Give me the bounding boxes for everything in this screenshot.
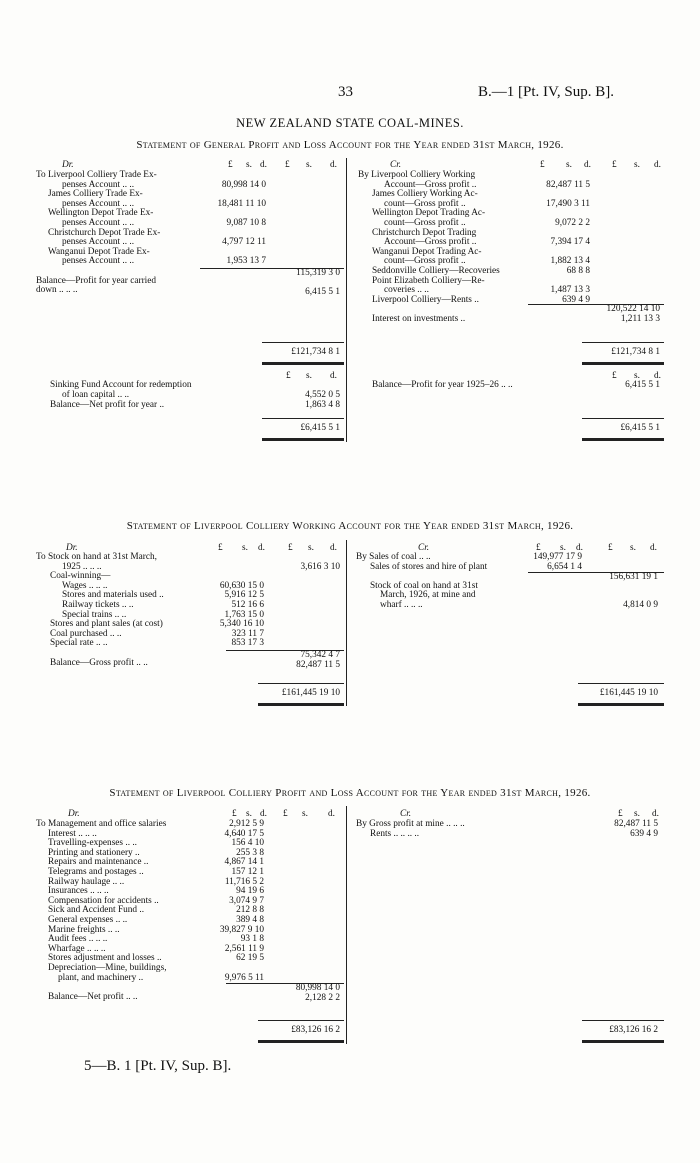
rule-line <box>582 342 664 343</box>
debit2-total: £6,415 5 1 <box>300 423 340 433</box>
credit-line: By Gross profit at mine .. .. .. <box>356 819 465 829</box>
page-footer: 5—B. 1 [Pt. IV, Sup. B]. <box>84 1058 232 1074</box>
credit-item: 68 8 8 <box>566 266 590 276</box>
debit-line: Stores and plant sales (at cost) <box>50 619 163 630</box>
s2-cr-d-head: d. <box>650 543 657 553</box>
debit-item: 9,976 5 11 <box>224 972 264 983</box>
debit-line: Compensation for accidents .. <box>48 895 159 906</box>
double-rule <box>582 438 664 441</box>
credit-line: Rents .. .. .. .. <box>370 828 420 839</box>
credit-line: count—Gross profit .. <box>384 256 466 267</box>
double-rule <box>258 1040 344 1043</box>
s1-cr-s-head: s. <box>566 160 572 170</box>
credit-line: wharf .. .. .. <box>380 600 423 610</box>
s3-cr-pound-head: £ <box>618 809 623 819</box>
debit-item: 5,340 16 10 <box>219 619 264 630</box>
debit-line: Interest .. .. .. <box>48 828 97 839</box>
debit-line: To Stock on hand at 31st March, <box>36 552 157 562</box>
debit2-line: Balance—Net profit for year .. <box>50 400 165 410</box>
debit-line: Wharfage .. .. .. <box>48 943 106 954</box>
credit-line: count—Gross profit .. <box>384 198 466 209</box>
double-rule <box>578 703 664 706</box>
rule-line <box>582 1020 664 1021</box>
debit-line: Insurances .. .. .. <box>48 886 109 897</box>
s3-dr-pound-head: £ <box>232 809 237 819</box>
debit-line: Stores adjustment and losses .. <box>48 953 162 964</box>
debit-item: 4,867 14 1 <box>224 857 264 868</box>
debit-line: Wages .. .. .. <box>62 580 108 591</box>
debit-item: 5,916 12 5 <box>224 590 264 601</box>
debit-line: penses Account .. .. <box>62 218 135 228</box>
cr-label: Cr. <box>390 160 402 170</box>
s3-dr-pound-head: £ <box>283 809 288 819</box>
debit-line: Marine freights .. .. <box>48 924 120 935</box>
s1-dr-s-head: s. <box>246 160 252 170</box>
debit-line: down .. .. .. <box>36 285 78 296</box>
debit-line: Travelling-expenses .. .. <box>48 838 137 849</box>
credit-line: coveries .. .. <box>384 285 429 296</box>
column-divider <box>346 806 347 1044</box>
s1b-cr-d-head: d. <box>654 371 661 381</box>
rule-line <box>262 418 344 419</box>
s1-dr-pound-head: £ <box>285 160 290 170</box>
debit-line: Coal-winning— <box>50 571 111 582</box>
debit-line: Coal purchased .. .. <box>50 628 122 639</box>
rule-line <box>582 418 664 419</box>
debit2-line: of loan capital .. .. <box>62 390 130 400</box>
credit-line: By Liverpool Colliery Working <box>358 170 476 180</box>
cr-label: Cr. <box>418 543 430 553</box>
credit-line: Christchurch Depot Trading <box>372 227 477 238</box>
credit-total: £161,445 19 10 <box>599 688 658 698</box>
debit-line: General expenses .. .. <box>48 915 128 925</box>
debit-item: 323 11 7 <box>231 628 264 639</box>
dr-label: Dr. <box>62 160 74 170</box>
debit-line: Printing and stationery .. <box>48 847 140 858</box>
debit-line: Railway tickets .. .. <box>62 600 134 610</box>
debit-line: To Management and office salaries <box>36 819 167 829</box>
s1-cr-d-head: d. <box>584 160 591 170</box>
rule-line <box>262 342 344 343</box>
page-number: 33 <box>338 84 353 100</box>
s2-dr-d-head: d. <box>258 543 265 553</box>
credit-line: Liverpool Colliery—Rents .. <box>372 294 479 305</box>
debit-item: 512 16 6 <box>231 600 264 610</box>
credit-stock: 4,814 0 9 <box>623 600 658 610</box>
credit-item: 17,490 3 11 <box>546 198 590 209</box>
s1-cr-s-head: s. <box>634 160 640 170</box>
debit-item: 4,640 17 5 <box>224 828 264 839</box>
debit-item: 80,998 14 0 <box>221 179 266 190</box>
debit-line: Balance—Gross profit .. .. <box>50 657 148 668</box>
s1-dr-d-head: d. <box>260 160 267 170</box>
dr-label: Dr. <box>68 809 80 819</box>
debit-item: 156 4 10 <box>231 838 264 849</box>
credit-item: 639 4 9 <box>562 294 590 305</box>
debit-line: penses Account .. .. <box>62 237 135 248</box>
s2-dr-d-head: d. <box>330 543 337 553</box>
s3-dr-s-head: s. <box>246 809 252 819</box>
s3-dr-s-head: s. <box>302 809 308 819</box>
credit2-total: £6,415 5 1 <box>620 423 660 433</box>
debit-balance: 2,128 2 2 <box>305 992 340 1003</box>
debit-line: Wellington Depot Trade Ex- <box>48 208 154 219</box>
credit-line: Interest on investments .. <box>372 314 466 324</box>
credit-subtotal: 120,522 14 10 <box>606 304 660 315</box>
s2-dr-pound-head: £ <box>218 543 223 553</box>
credit-interest: 1,211 13 3 <box>620 314 660 324</box>
debit-subtotal: 75,342 4 7 <box>300 650 340 660</box>
credit-line: By Sales of coal .. .. <box>356 552 431 562</box>
document-title: NEW ZEALAND STATE COAL-MINES. <box>236 116 464 130</box>
s2-cr-d-head: d. <box>576 543 583 553</box>
debit-line: Depreciation—Mine, buildings, <box>48 963 167 973</box>
credit-item: 1,882 13 4 <box>550 256 590 267</box>
rule-line <box>258 683 344 684</box>
rule-line <box>578 683 664 684</box>
debit2-value: 1,863 4 8 <box>305 400 340 410</box>
debit-line: Christchurch Depot Trade Ex- <box>48 227 161 238</box>
credit-line: Account—Gross profit .. <box>384 237 477 248</box>
debit-item: 255 3 8 <box>236 847 264 858</box>
credit-line: Wellington Depot Trading Ac- <box>372 208 486 219</box>
dr-label: Dr. <box>66 543 78 553</box>
debit-balance: 82,487 11 5 <box>296 659 340 670</box>
credit-total: £83,126 16 2 <box>609 1025 658 1035</box>
debit-line: Stores and materials used .. <box>62 590 164 601</box>
double-rule <box>582 362 664 365</box>
credit-line: Point Elizabeth Colliery—Re- <box>372 275 485 286</box>
s2-cr-s-head: s. <box>630 543 636 553</box>
s2-cr-s-head: s. <box>560 543 566 553</box>
debit-line: Special rate .. .. <box>50 638 108 649</box>
debit-line: Repairs and maintenance .. <box>48 857 149 868</box>
s2-cr-pound-head: £ <box>536 543 541 553</box>
debit-item: 157 12 1 <box>231 867 264 877</box>
credit-item: 6,654 1 4 <box>547 561 582 572</box>
s1b-dr-pound-head: £ <box>286 371 291 381</box>
debit-line: James Colliery Trade Ex- <box>48 189 143 200</box>
debit-item: 3,074 9 7 <box>229 895 264 906</box>
credit-line: March, 1926, at mine and <box>380 590 476 601</box>
debit-item: 9,087 10 8 <box>226 218 266 228</box>
double-rule <box>582 1040 664 1043</box>
credit-line: count—Gross profit .. <box>384 218 466 228</box>
credit2-line: Balance—Profit for year 1925–26 .. .. <box>372 380 513 390</box>
credit-subtotal: 156,631 19 1 <box>609 572 658 583</box>
debit-stock: 3,616 3 10 <box>300 561 340 572</box>
document-reference: B.—1 [Pt. IV, Sup. B]. <box>478 84 614 100</box>
debit-line: penses Account .. .. <box>62 198 135 209</box>
debit-item: 2,561 11 9 <box>224 943 264 954</box>
debit-line: 1925 .. .. .. <box>62 561 102 572</box>
debit-subtotal: 80,998 14 0 <box>295 983 340 994</box>
s1-cr-d-head: d. <box>654 160 661 170</box>
debit-item: 94 19 6 <box>236 886 264 897</box>
double-rule <box>262 362 344 365</box>
debit-item: 853 17 3 <box>231 638 264 649</box>
debit-item: 11,716 5 2 <box>224 876 264 887</box>
s1b-cr-pound-head: £ <box>612 371 617 381</box>
cr-label: Cr. <box>400 809 412 819</box>
s3-dr-d-head: d. <box>328 809 335 819</box>
s3-cr-s-head: s. <box>634 809 640 819</box>
s3-cr-d-head: d. <box>652 809 659 819</box>
debit-item: 4,797 12 11 <box>222 237 266 248</box>
debit-line: To Liverpool Colliery Trade Ex- <box>36 170 157 180</box>
column-divider <box>346 158 347 442</box>
credit-line: James Colliery Working Ac- <box>372 189 478 200</box>
credit-item: 9,072 2 2 <box>555 218 590 228</box>
debit-line: Sick and Accident Fund .. <box>48 905 145 916</box>
s1b-dr-d-head: d. <box>330 371 337 381</box>
rule-line <box>258 1020 344 1021</box>
debit-item: 93 1 8 <box>240 934 264 945</box>
s1-dr-pound-head: £ <box>228 160 233 170</box>
debit-total: £121,734 8 1 <box>291 347 340 357</box>
s2-dr-pound-head: £ <box>288 543 293 553</box>
credit-line: Sales of stores and hire of plant <box>370 561 488 572</box>
double-rule <box>262 438 344 441</box>
debit-item: 2,912 5 9 <box>229 819 264 829</box>
debit-item: 1,953 13 7 <box>226 256 266 267</box>
debit-balance: 6,415 5 1 <box>305 287 340 298</box>
debit-item: 62 19 5 <box>236 953 264 964</box>
debit-line: Audit fees .. .. .. <box>48 934 108 945</box>
s1-dr-d-head: d. <box>330 160 337 170</box>
s1b-dr-s-head: s. <box>306 371 312 381</box>
s1b-cr-s-head: s. <box>634 371 640 381</box>
debit-line: Telegrams and postages .. <box>48 867 144 877</box>
credit-item: 639 4 9 <box>630 828 658 839</box>
credit2-value: 6,415 5 1 <box>625 380 660 390</box>
statement1-title: Statement of General Profit and Loss Account for the Year ended 31st March, 1926. <box>136 139 564 151</box>
credit-line: Stock of coal on hand at 31st <box>370 580 478 591</box>
debit-line: Wanganui Depot Trade Ex- <box>48 246 150 257</box>
credit-item: 82,487 11 5 <box>614 819 658 829</box>
debit-line: Balance—Profit for year carried <box>36 275 157 286</box>
debit-line: plant, and machinery .. <box>58 972 144 983</box>
debit-subtotal: 115,319 3 0 <box>296 268 340 278</box>
s2-dr-s-head: s. <box>242 543 248 553</box>
debit2-line: Sinking Fund Account for redemption <box>50 380 192 390</box>
debit2-value: 4,552 0 5 <box>305 390 340 400</box>
debit-item: 60,630 15 0 <box>219 580 264 591</box>
s2-dr-s-head: s. <box>308 543 314 553</box>
column-divider <box>346 540 347 706</box>
statement3-title: Statement of Liverpool Colliery Profit and Loss Account for the Year ended 31st March, 1926. <box>109 787 591 799</box>
debit-line: Railway haulage .. .. <box>48 876 125 887</box>
s2-cr-pound-head: £ <box>608 543 613 553</box>
debit-line: penses Account .. .. <box>62 256 135 267</box>
credit-line: Wanganui Depot Trading Ac- <box>372 246 482 257</box>
debit-item: 39,827 9 10 <box>219 924 264 935</box>
credit-item: 7,394 17 4 <box>550 237 590 248</box>
debit-total: £161,445 19 10 <box>281 688 340 698</box>
debit-item: 212 8 8 <box>236 905 264 916</box>
debit-total: £83,126 16 2 <box>291 1025 340 1035</box>
debit-line: Balance—Net profit .. .. <box>48 991 138 1002</box>
debit-item: 389 4 8 <box>236 915 264 925</box>
debit-line: Special trains .. .. <box>62 609 127 620</box>
debit-item: 1,763 15 0 <box>224 609 264 620</box>
statement2-title: Statement of Liverpool Colliery Working Account for the Year ended 31st March, 1926. <box>126 520 574 532</box>
debit-item: 18,481 11 10 <box>217 198 266 209</box>
s3-dr-d-head: d. <box>260 809 267 819</box>
s1-cr-pound-head: £ <box>540 160 545 170</box>
credit-item: 149,977 17 9 <box>533 552 582 562</box>
debit-line: penses Account .. .. <box>62 179 135 190</box>
s1-dr-s-head: s. <box>306 160 312 170</box>
credit-line: Seddonville Colliery—Recoveries <box>372 266 500 276</box>
credit-total: £121,734 8 1 <box>611 347 660 357</box>
credit-item: 1,487 13 3 <box>550 285 590 296</box>
credit-item: 82,487 11 5 <box>546 179 590 190</box>
double-rule <box>258 703 344 706</box>
credit-line: Account—Gross profit .. <box>384 179 477 190</box>
s1-cr-pound-head: £ <box>612 160 617 170</box>
